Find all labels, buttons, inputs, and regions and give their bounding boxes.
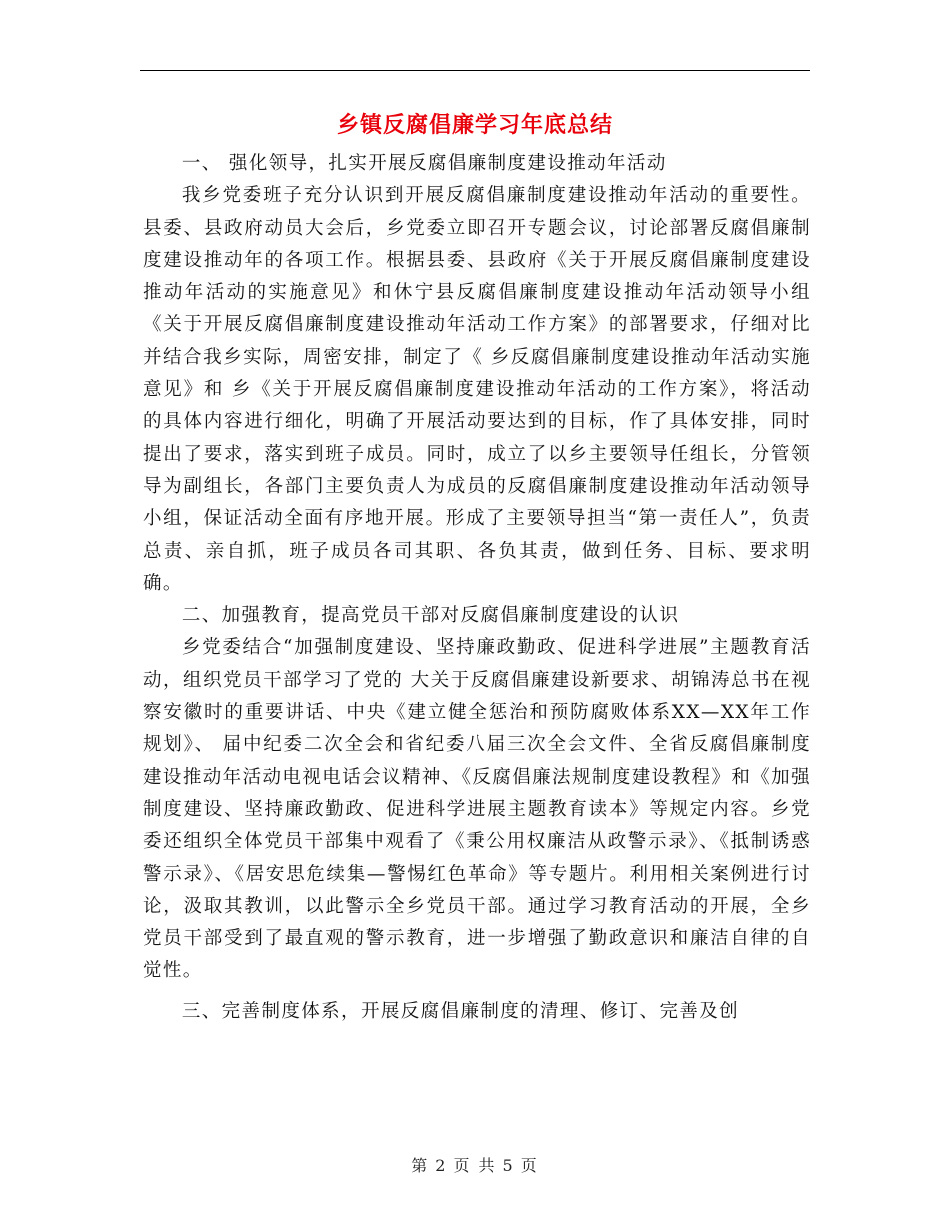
paragraph-1: 我乡党委班子充分认识到开展反腐倡廉制度建设推动年活动的重要性。县委、县政府动员大会后，乡党委立即召开专题会议，讨论部署反腐倡廉制度建设推动年的各项工作。根据县委、县政府《关于开展反腐倡廉制度建设推动年活动的实施意见》和休宁县反腐倡廉制度建设推动年活动领导小组《关于开展反腐倡廉制度建设推动年活动工作方案》的部署要求，仔细对比并结合我乡实际，周密安排，制定了《 乡反腐倡廉制度建设推动年活动实施意见》和 乡《关于开展反腐倡廉制度建设推动年活动的工作方案》，将活动的具体内容进行细化，明确了开展活动要达到的目标，作了具体安排，同时提出了要求，落实到班子成员。同时，成立了以乡主要领导任组长，分管领导为副组长，各部门主要负责人为成员的反腐倡廉制度建设推动年活动领导小组，保证活动全面有序地开展。形成了主要领导担当“第一责任人”，负责总责、亲自抓，班子成员各司其职、各负其责，做到任务、目标、要求明确。 [143,185,811,594]
section-heading-1: 一、 强化领导，扎实开展反腐倡廉制度建设推动年活动 [181,153,667,174]
document-body [143,148,811,1028]
section-heading-2: 二、加强教育，提高党员干部对反腐倡廉制度建设的认识 [181,605,680,627]
footer-prefix: 第 [411,1156,430,1175]
document-title: 乡镇反腐倡廉学习年底总结 [336,112,613,138]
footer-suffix: 页 [520,1156,539,1175]
footer-current-page: 2 [435,1156,448,1175]
header-rule [140,70,810,71]
page-number-footer [0,1153,950,1176]
footer-mid: 页 共 [453,1156,497,1175]
paragraph-2: 乡党委结合“加强制度建设、坚持廉政勤政、促进科学进展”主题教育活动，组织党员干部学习了党的 大关于反腐倡廉建设新要求、胡锦涛总书在视察安徽时的重要讲话、中央《建立健全惩治和预防腐败体系XX—XX年工作规划》、 届中纪委二次全会和省纪委八届三次全会文件、全省反腐倡廉制度建设推动年活动电视电话会议精神、《反腐倡廉法规制度建设教程》和《加强制度建设、坚持廉政勤政、促进科学进展主题教育读本》等规定内容。乡党委还组织全体党员干部集中观看了《秉公用权廉洁从政警示录》、《抵制诱惑警示录》、《居安思危续集—警惕红色革命》等专题片。利用相关案例进行讨论，汲取其教训，以此警示全乡党员干部。通过学习教育活动的开展，全乡党员干部受到了最直观的警示教育，进一步增强了勤政意识和廉洁自律的自觉性。 [143,637,811,982]
footer-total-pages: 5 [502,1156,515,1175]
section-heading-3: 三、完善制度体系，开展反腐倡廉制度的清理、修订、完善及创 [181,1000,740,1022]
